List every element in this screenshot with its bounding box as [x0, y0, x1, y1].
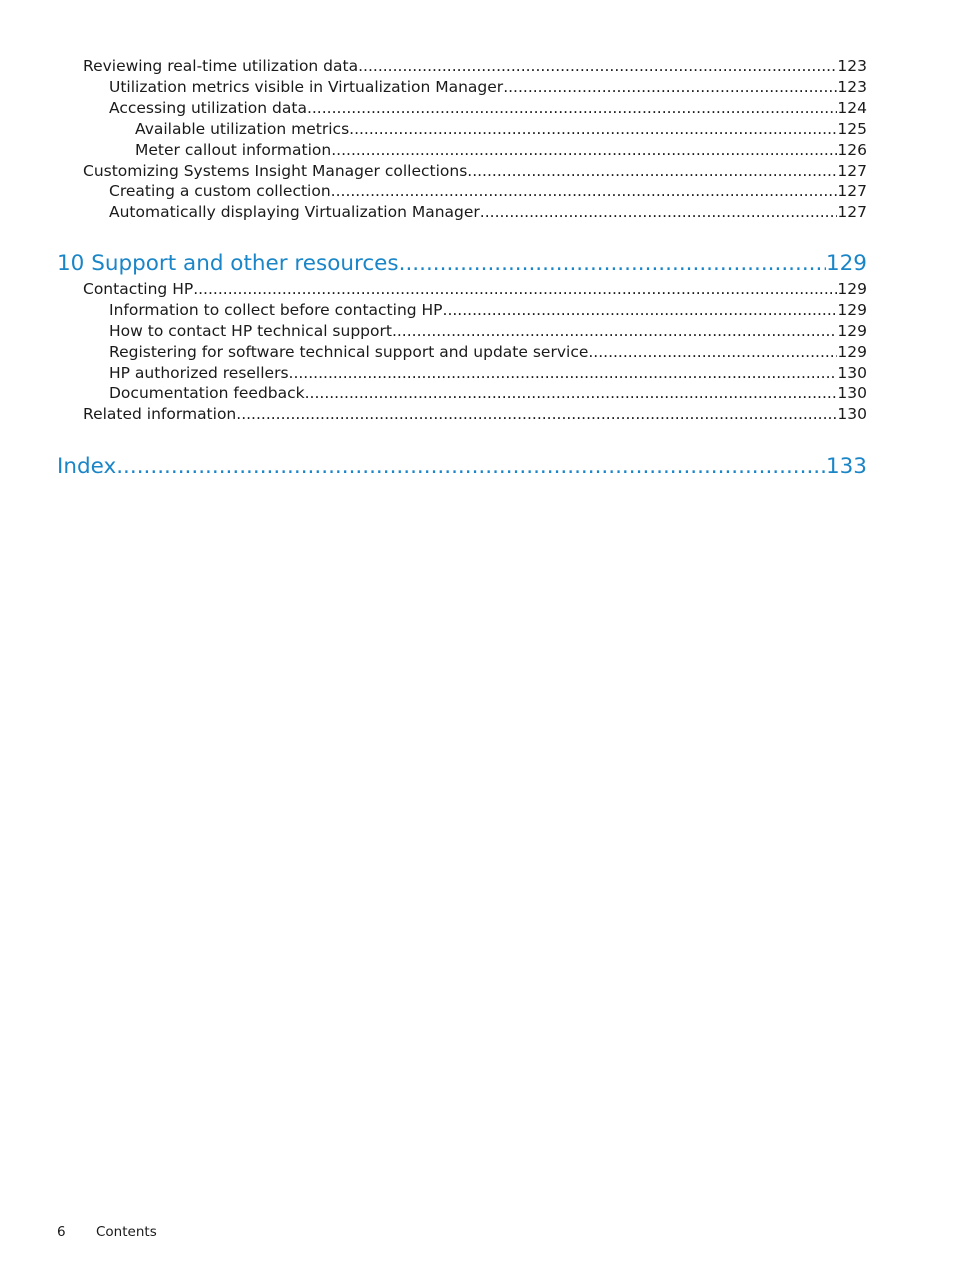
toc-entry-page: 130 [837, 405, 867, 423]
toc-entry-page: 129 [837, 343, 867, 361]
toc-entry-page: 125 [837, 120, 867, 138]
toc-entry-related-information[interactable] [83, 404, 867, 425]
toc-entry-page: 130 [837, 384, 867, 402]
toc-entry-creating-a-custom-collection[interactable] [109, 181, 867, 202]
toc-entry-information-to-collect[interactable] [109, 300, 867, 321]
dot-leader [399, 250, 826, 278]
dot-leader [467, 161, 837, 182]
dot-leader [331, 181, 838, 202]
dot-leader [503, 77, 837, 98]
toc-chapter-page: 133 [825, 454, 867, 479]
dot-leader [116, 453, 826, 481]
dot-leader [480, 202, 838, 223]
toc-entry-page: 123 [837, 78, 867, 96]
toc-entry-title: Utilization metrics visible in Virtualization Manager [109, 78, 504, 96]
dot-leader [289, 363, 838, 384]
toc-entry-registering-for-software-support[interactable] [109, 342, 867, 363]
toc-entry-page: 129 [837, 301, 867, 319]
toc-entry-meter-callout-information[interactable] [135, 140, 867, 161]
toc-entry-page: 124 [837, 99, 867, 117]
toc-entry-automatically-displaying-vm[interactable] [109, 202, 867, 223]
dot-leader [349, 119, 837, 140]
toc-entry-contacting-hp[interactable] [83, 279, 867, 300]
toc-entry-title: Accessing utilization data [109, 99, 307, 117]
toc-entry-reviewing-real-time-utilization-data[interactable] [83, 56, 867, 77]
toc-entry-how-to-contact-hp-support[interactable] [109, 321, 867, 342]
footer-section-label: Contents [96, 1224, 157, 1240]
dot-leader [193, 279, 837, 300]
toc-entry-title: HP authorized resellers [109, 364, 289, 382]
toc-entry-title: Related information [83, 405, 237, 423]
toc-entry-page: 127 [837, 162, 867, 180]
toc-entry-page: 127 [837, 203, 867, 221]
dot-leader [331, 140, 837, 161]
toc-chapter-title: 10 Support and other resources [57, 251, 399, 276]
toc-entry-page: 127 [837, 182, 867, 200]
toc-entry-page: 123 [837, 57, 867, 75]
toc-entry-title: Available utilization metrics [135, 120, 350, 138]
dot-leader [307, 98, 837, 119]
toc-entry-customizing-sim-collections[interactable] [83, 161, 867, 182]
toc-entry-page: 129 [837, 280, 867, 298]
toc-entry-page: 130 [837, 364, 867, 382]
dot-leader [305, 383, 838, 404]
toc-entry-hp-authorized-resellers[interactable] [109, 363, 867, 384]
toc-entry-title: Creating a custom collection [109, 182, 331, 200]
toc-entry-title: Information to collect before contacting HP [109, 301, 443, 319]
toc-entry-page: 126 [837, 141, 867, 159]
toc-entry-title: Meter callout information [135, 141, 332, 159]
toc-entry-page: 129 [837, 322, 867, 340]
toc-entry-title: Automatically displaying Virtualization Manager [109, 203, 480, 221]
dot-leader [588, 342, 837, 363]
toc-chapter-title: Index [57, 454, 117, 479]
toc-entry-title: Documentation feedback [109, 384, 305, 402]
toc-chapter-10-support[interactable] [57, 250, 867, 278]
page-footer [57, 1222, 157, 1242]
toc-chapter-page: 129 [825, 251, 867, 276]
page-number: 6 [57, 1224, 66, 1240]
toc-entry-title: Registering for software technical support and update service [109, 343, 589, 361]
toc-entry-title: How to contact HP technical support [109, 322, 392, 340]
toc-entry-available-utilization-metrics[interactable] [135, 119, 867, 140]
toc-entry-utilization-metrics-visible[interactable] [109, 77, 867, 98]
toc-entry-accessing-utilization-data[interactable] [109, 98, 867, 119]
dot-leader [236, 404, 837, 425]
dot-leader [392, 321, 837, 342]
toc-entry-documentation-feedback[interactable] [109, 383, 867, 404]
dot-leader [443, 300, 838, 321]
toc-chapter-index[interactable] [57, 453, 867, 481]
toc-entry-title: Reviewing real-time utilization data [83, 57, 359, 75]
toc-entry-title: Contacting HP [83, 280, 194, 298]
toc-entry-title: Customizing Systems Insight Manager collections [83, 162, 468, 180]
dot-leader [358, 56, 837, 77]
